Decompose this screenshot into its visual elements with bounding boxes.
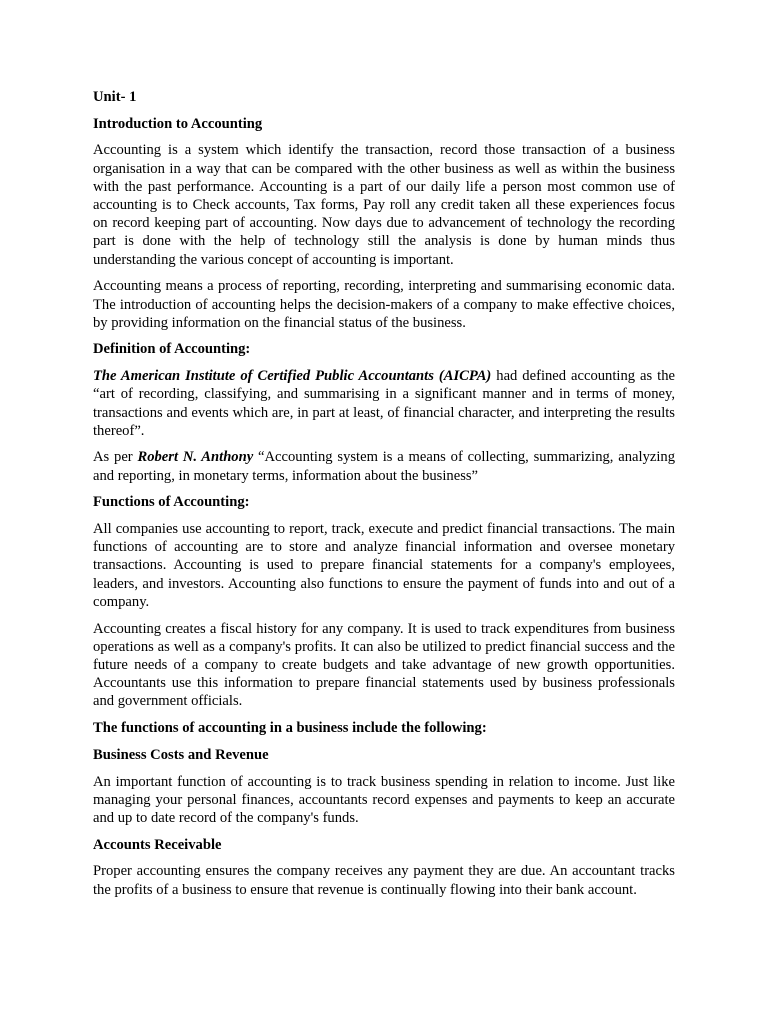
- document-page: [93, 88, 675, 907]
- anthony-name: Robert N. Anthony: [137, 449, 254, 466]
- functions-paragraph-1: All companies use accounting to report, track, execute and predict financial transactions. The main functions of accounting are to store and analyze financial information and oversee monetary transactions. Accounting is used to prepare financial statements for a company's employees, leaders, and investors. Accounting also functions to ensure the payment of funds into and out of a company.: [93, 521, 675, 610]
- anthony-definition-paragraph: [93, 448, 675, 484]
- definition-heading: Definition of Accounting:: [93, 341, 251, 358]
- intro-paragraph-1: Accounting is a system which identify the transaction, record those transaction of a business organisation in a way that can be compared with the other business as well as within the business with the past performance. Accounting is a part of our daily life a person most common use of accounting is to Check accounts, Tax forms, Pay roll any credit taken all these experiences focus on record keeping part of accounting. Now days due to advancement of technology the recording part is done with the help of technology still the analysis is done by human minds thus understanding the various concept of accounting is important.: [93, 142, 675, 268]
- intro-paragraph-2: Accounting means a process of reporting, recording, interpreting and summarising economic data. The introduction of accounting helps the decision-makers of a company to make effective choices, by providing information on the financial status of the business.: [93, 278, 675, 331]
- functions-paragraph-2: Accounting creates a fiscal history for any company. It is used to track expenditures from business operations as well as a company's profits. It can also be utilized to predict financial success and the future needs of a company to create budgets and take advantage of new growth opportunities. Accountants use this information to prepare financial statements used by business professionals and government officials.: [93, 620, 675, 710]
- accounts-receivable-heading: Accounts Receivable: [93, 836, 222, 853]
- aicpa-name: The American Institute of Certified Public Accountants (AICPA): [93, 368, 492, 385]
- business-costs-heading: Business Costs and Revenue: [93, 746, 269, 763]
- business-costs-paragraph: An important function of accounting is to track business spending in relation to income. Just like managing your personal finances, accountants record expenses and payments to keep an accurate and up to date record of the company's funds.: [93, 773, 675, 826]
- unit-title: Unit- 1: [93, 89, 137, 105]
- intro-heading: Introduction to Accounting: [93, 115, 263, 132]
- functions-heading: Functions of Accounting:: [93, 494, 250, 511]
- aicpa-definition-paragraph: [93, 367, 675, 440]
- functions-list-heading: The functions of accounting in a business include the following:: [93, 720, 487, 737]
- anthony-definition-text: “Accounting system is a means of collecting, summarizing, analyzing and reporting, in monetary terms, information about the business”: [93, 449, 675, 484]
- accounts-receivable-paragraph: Proper accounting ensures the company receives any payment they are due. An accountant tracks the profits of a business to ensure that revenue is continually flowing into their bank account.: [93, 863, 675, 898]
- anthony-prefix: As per: [93, 449, 138, 466]
- aicpa-definition-text: had defined accounting as the “art of recording, classifying, and summarising in a significant manner and in terms of money, transactions and events which are, in part at least, of financial character, and interpreting the results thereof”.: [93, 368, 675, 439]
